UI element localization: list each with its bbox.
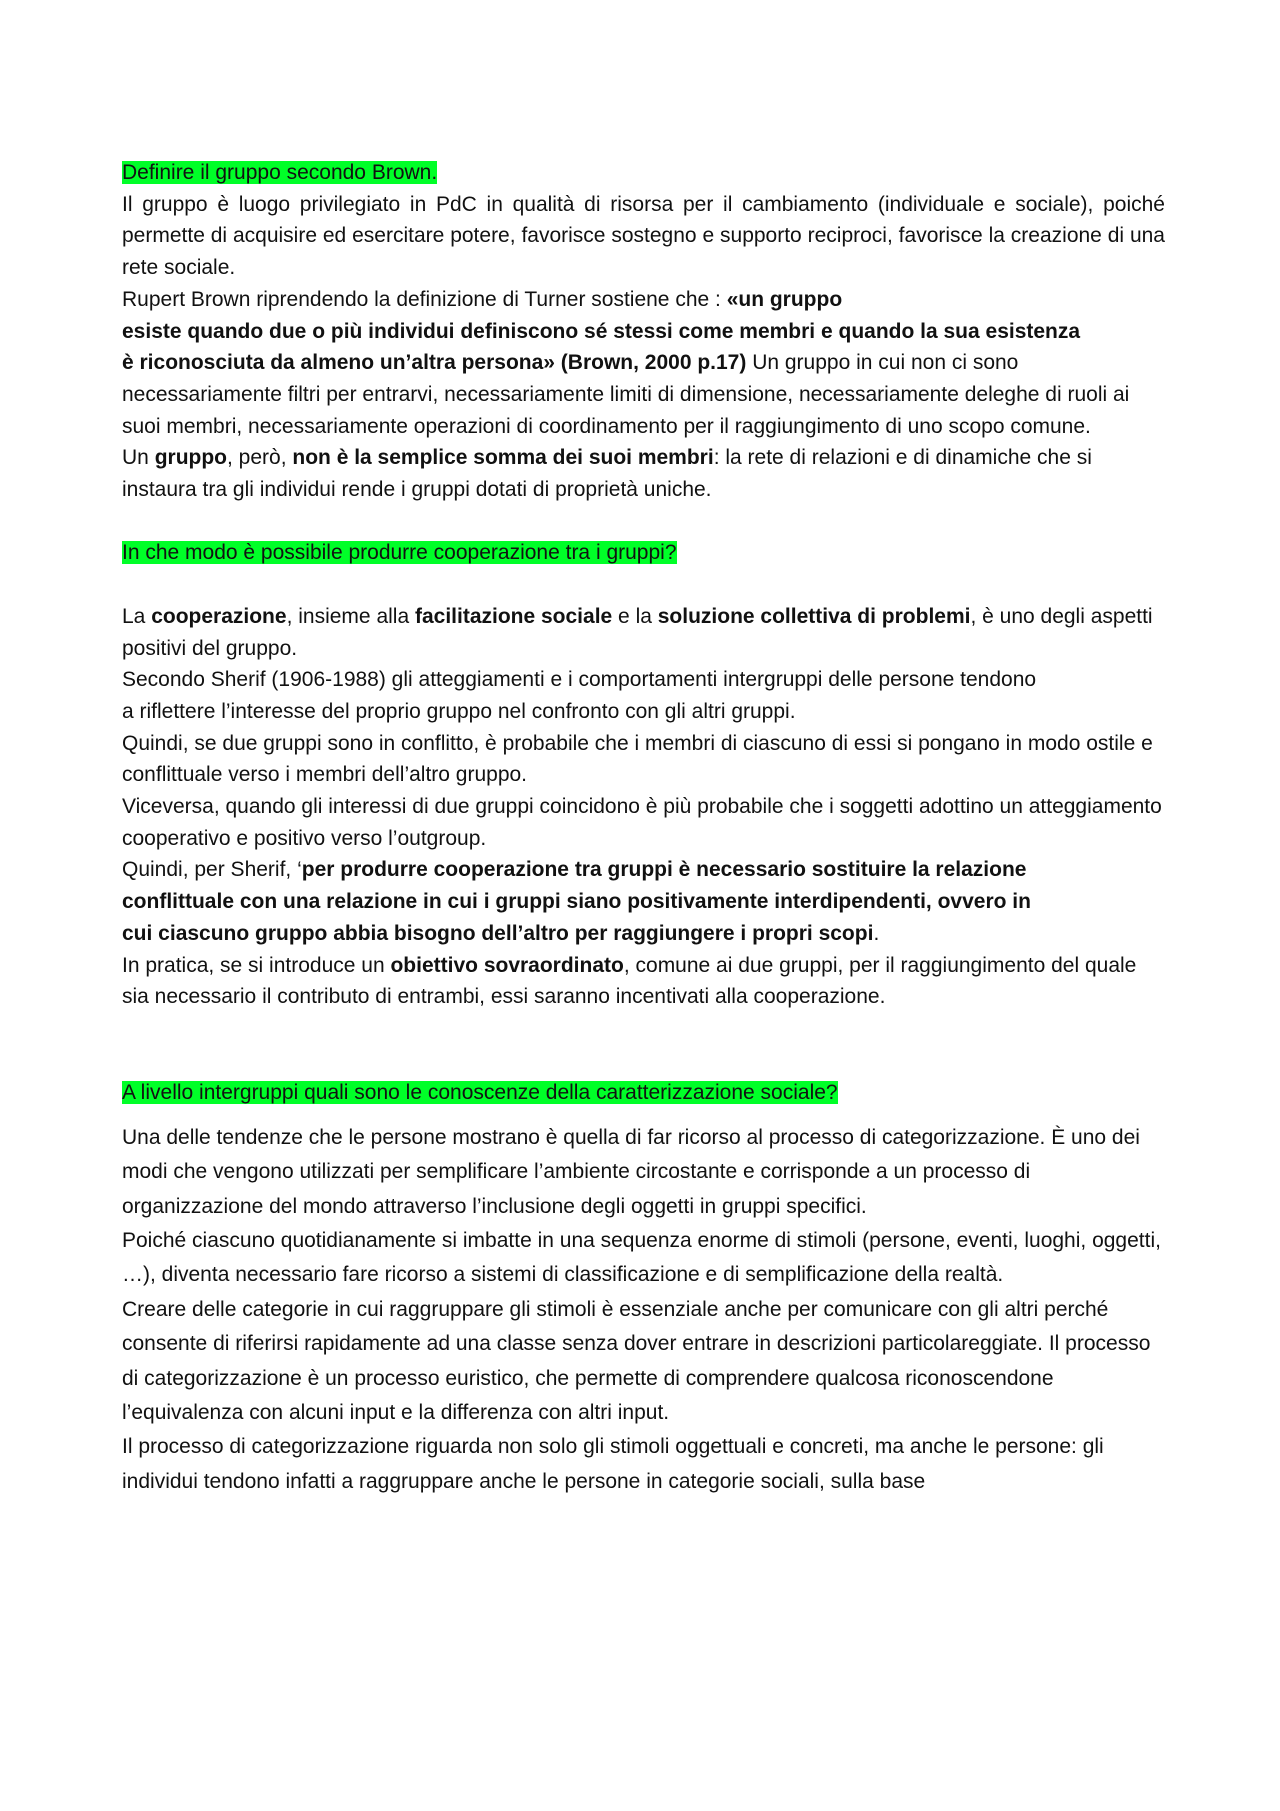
text-run: In pratica, se si introduce un [122,953,391,977]
section-heading-cooperation [122,537,1165,569]
text-run: . [873,921,880,945]
text-run: La [122,604,152,628]
bold-run: non è la semplice somma dei suoi membri [292,446,714,470]
heading-highlight: Definire il gruppo secondo Brown. [122,161,438,184]
paragraph [122,601,1165,664]
paragraph-brown-definition [122,284,1165,443]
paragraph: Creare delle categorie in cui raggruppare gli stimoli è essenziale anche per comunicare con gli altri perché consente di riferirsi rapidamente ad una classe senza dover entrare in descrizioni particolareggiate. Il processo di categorizzazione è un processo euristico, che permette di comprendere qualcosa riconoscendone l’equivalenza con alcuni input e la differenza con altri input. [122,1297,1151,1424]
quote-bold: «un gruppo [726,287,843,311]
paragraph-sherif-quote [122,854,1165,949]
quote-bold: esiste quando due o più individui definiscono sé stessi come membri e quando la sua esistenza [122,319,1081,343]
bold-run: obiettivo sovraordinato [390,953,624,977]
bold-run: cooperazione [151,604,287,628]
paragraph: Il gruppo è luogo privilegiato in PdC in qualità di risorsa per il cambiamento (individuale e sociale), poiché permette di acquisire ed esercitare potere, favorisce sostegno e supporto reciproci, favorisce la creazione di una rete sociale. [122,192,1165,280]
paragraph: Quindi, se due gruppi sono in conflitto, è probabile che i membri di ciascuno di essi si pongano in modo ostile e conflittuale verso i membri dell’altro gruppo. [122,731,1153,787]
spacer [122,569,1165,601]
text-run: e la [612,604,658,628]
heading-highlight: A livello intergruppi quali sono le conoscenze della caratterizzazione sociale? [122,1081,838,1105]
paragraph [122,950,1165,1013]
bold-run: conflittuale con una relazione in cui i gruppi siano positivamente interdipendenti, ovvero in [122,890,1031,914]
bold-run: facilitazione sociale [414,604,613,628]
text-run: , è uno degli aspetti positivi del gruppo. [122,604,1153,660]
quote-bold: è riconosciuta da almeno un’altra persona» (Brown, 2000 p.17) [122,351,747,375]
spacer [122,506,1165,538]
paragraph: Viceversa, quando gli interessi di due gruppi coincidono è più probabile che i soggetti adottino un atteggiamento cooperativo e positivo verso l’outgroup. [122,795,1162,850]
paragraph: a riflettere l’interesse del proprio gruppo nel confronto con gli altri gruppi. [122,699,796,723]
spacer [122,1111,1165,1121]
paragraph: Poiché ciascuno quotidianamente si imbatte in una sequenza enorme di stimoli (persone, eventi, luoghi, oggetti, …), diventa necessario fare ricorso a sistemi di classificazione e di semplificazione della realtà. [122,1228,1161,1287]
bold-run: per produrre cooperazione tra gruppi è necessario sostituire la relazione [301,858,1027,882]
document-page [122,157,1165,1499]
text-run: , però, [227,446,293,470]
spacer [122,1013,1165,1076]
paragraph: Secondo Sherif (1906-1988) gli atteggiamenti e i comportamenti intergruppi delle persone tendono [122,668,1037,692]
paragraph: Il processo di categorizzazione riguarda non solo gli stimoli oggettuali e concreti, ma anche le persone: gli individui tendono infatti a raggruppare anche le persone in categorie sociali, sulla base [122,1435,1104,1493]
text-run: : la rete di relazioni e di dinamiche che si instaura tra gli individui rende i gruppi dotati di proprietà uniche. [122,446,1092,502]
bold-run: cui ciascuno gruppo abbia bisogno dell’altro per raggiungere i propri scopi [122,921,874,945]
bold-run: soluzione collettiva di problemi [657,604,971,628]
section-heading-brown [122,157,1165,189]
section-heading-categorization [122,1076,1165,1110]
heading-highlight: In che modo è possibile produrre cooperazione tra i gruppi? [122,541,677,565]
text-run: , insieme alla [286,604,415,628]
paragraph: Una delle tendenze che le persone mostrano è quella di far ricorso al processo di categorizzazione. È uno dei modi che vengono utilizzati per semplificare l’ambiente circostante e corrisponde a un processo di organizzazione del mondo attraverso l’inclusione degli oggetti in gruppi specifici. [122,1125,1140,1218]
paragraph [122,442,1165,505]
text-run: Un [122,446,155,470]
text-run: Rupert Brown riprendendo la definizione di Turner sostiene che : [122,287,727,311]
text-run: Quindi, per Sherif, ‘ [122,858,302,882]
text-run: , comune ai due gruppi, per il raggiungimento del quale sia necessario il contributo di entrambi, essi saranno incentivati alla cooperazione. [122,953,1137,1009]
bold-run: gruppo [154,446,227,470]
section-categorization [122,1076,1165,1499]
text-run: Un gruppo in cui non ci sono necessariamente filtri per entrarvi, necessariamente limiti di dimensione, necessariamente deleghe di ruoli ai suoi membri, necessariamente operazioni di coordinamento per il raggiungimento di uno scopo comune. [122,351,1130,438]
